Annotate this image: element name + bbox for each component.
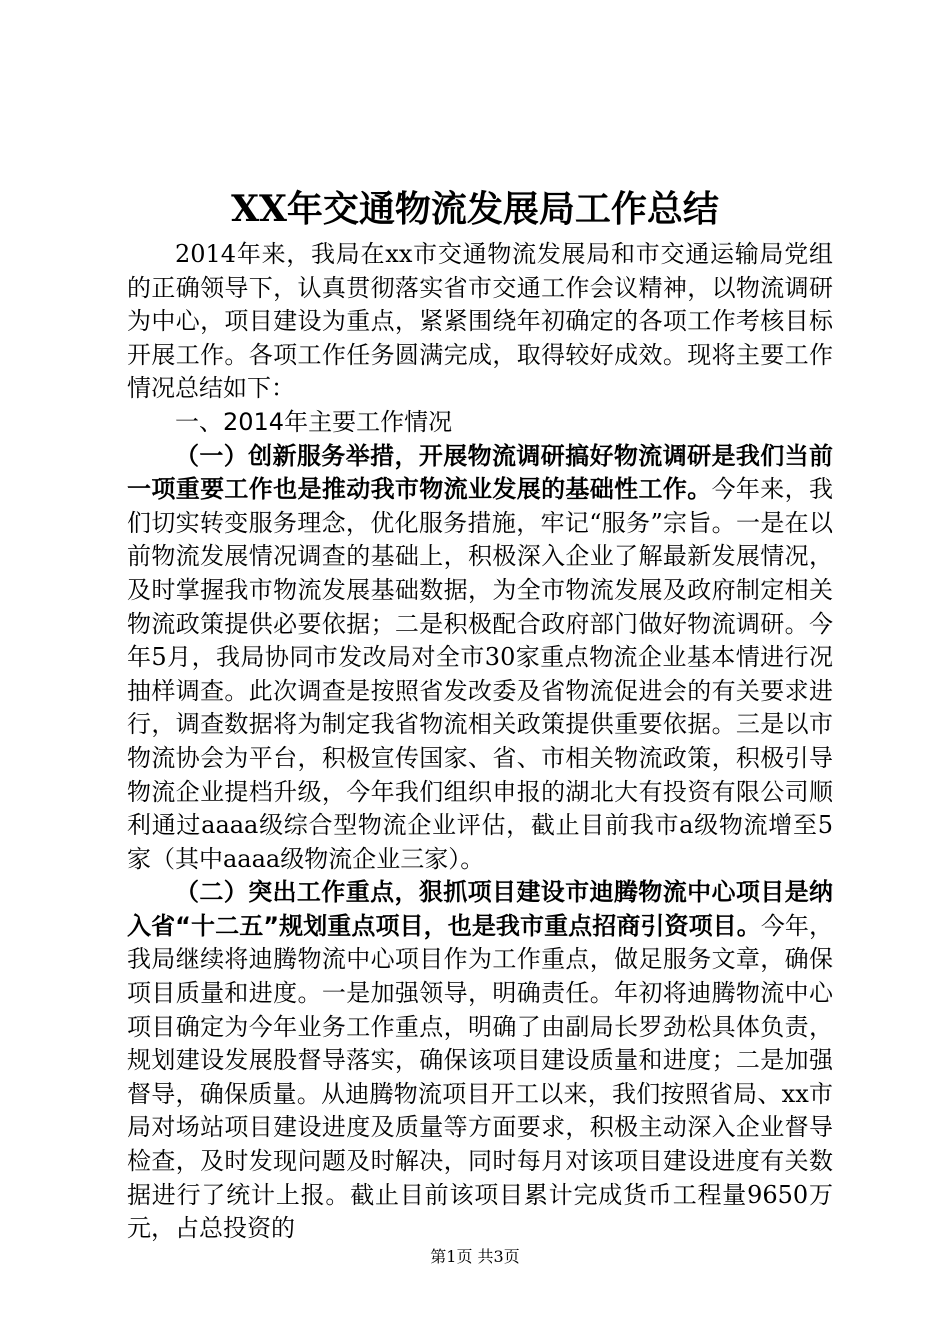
intro-paragraph: 2014年来，我局在xx市交通物流发展局和市交通运输局党组的正确领导下，认真贯彻落实省市交通工作会议精神，以物流调研为中心，项目建设为重点，紧紧围绕年初确定的各项工作考核目标开展工作。各项工作任务圆满完成，取得较好成效。现将主要工作情况总结如下： [127,240,833,403]
subsection-2-paragraph [127,876,833,1246]
subsection-1-heading: （一）创新服务举措，开展物流调研搞好物流调研是我们当前一项重要工作也是推动我市物流业发展的基础性工作。 [127,441,833,504]
document-title: XX年交通物流发展局工作总结 [231,188,719,230]
subsection-1-paragraph [127,440,833,877]
document-body [127,238,833,1246]
section-heading: 一、2014年主要工作情况 [175,407,453,436]
subsection-1-text: 今年来，我们切实转变服务理念，优化服务措施，牢记“服务”宗旨。一是在以前物流发展情况调查的基础上，积极深入企业了解最新发展情况，及时掌握我市物流发展基础数据，为全市物流发展及政府制定相关物流政策提供必要依据；二是积极配合政府部门做好物流调研。今年5月，我局协同市发改局对全市30家重点物流企业基本情进行况抽样调查。此次调查是按照省发改委及省物流促进会的有关要求进行，调查数据将为制定我省物流相关政策提供重要依据。三是以市物流协会为平台，积极宣传国家、省、市相关物流政策，积极引导物流企业提档升级，今年我们组织申报的湖北大有投资有限公司顺利通过aaaa级综合型物流企业评估，截止目前我市a级物流增至5家（其中aaaa级物流企业三家）。 [127,475,834,873]
subsection-2-heading: （二）突出工作重点，狠抓项目建设市迪腾物流中心项目是纳入省“十二五”规划重点项目，也是我市重点招商引资项目。 [127,878,833,940]
subsection-2-text: 今年，我局继续将迪腾物流中心项目作为工作重点，做足服务文章，确保项目质量和进度。一是加强领导，明确责任。年初将迪腾物流中心项目确定为今年业务工作重点，明确了由副局长罗劲松具体负责，规划建设发展股督导落实，确保该项目建设质量和进度；二是加强督导，确保质量。从迪腾物流项目开工以来，我们按照省局、xx市局对场站项目建设进度及质量等方面要求，积极主动深入企业督导检查，及时发现问题及时解决，同时每月对该项目建设进度有关数据进行了统计上报。截止目前该项目累计完成货币工程量9650万元，占总投资的 [127,911,834,1243]
page-footer: 第1页 共3页 [430,1247,520,1266]
